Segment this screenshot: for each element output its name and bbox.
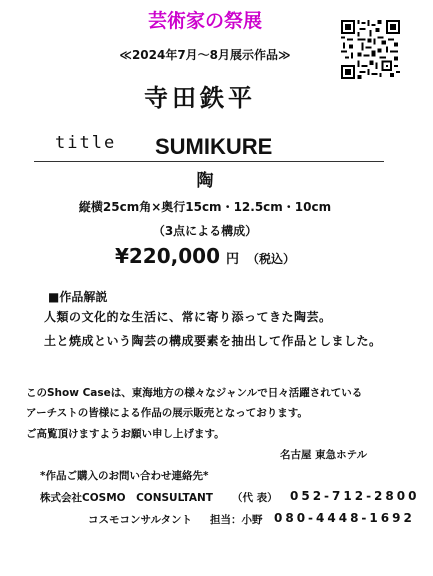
title-label: title [55, 133, 117, 153]
info-line: このShow Caseは、東海地方の様々なジャンルで日々活躍されている [26, 387, 363, 399]
contact-phone-mobile: 080-4448-1692 [274, 511, 415, 525]
exhibition-period: ≪2024年7月～8月展示作品≫ [119, 48, 291, 62]
work-dimensions: 縦横25cm角×奥行15cm・12.5cm・10cm [78, 200, 332, 214]
contact-rep-label: （代 表） [232, 492, 278, 504]
price: ¥220,000 [114, 244, 220, 268]
work-title: SUMIKURE [155, 134, 273, 159]
price-unit: 円 [225, 252, 239, 267]
set-note: （3点による構成） [152, 224, 258, 238]
title-underline [34, 161, 384, 162]
contact-company-kana: コスモコンサルタント [88, 514, 193, 526]
contact-person: 担当：小野 [210, 514, 263, 526]
description-heading: ■作品解説 [48, 290, 108, 304]
description-line: 人類の文化的な生活に、常に寄り添ってきた陶芸。 [44, 310, 332, 324]
event-title: 芸術家の祭展 [147, 10, 262, 32]
info-line: アーチストの皆様による作品の展示販売となっております。 [26, 407, 308, 419]
qr-code-icon [341, 20, 400, 79]
artist-name: 寺田鉄平 [144, 84, 256, 112]
price-row [0, 244, 410, 268]
contact-company: 株式会社COSMO CONSULTANT [40, 492, 213, 504]
work-material: 陶 [196, 171, 214, 191]
contact-phone-main: 052-712-2800 [290, 489, 420, 503]
price-tax-note: （税込） [247, 252, 296, 266]
venue: 名古屋 東急ホテル [280, 449, 368, 461]
info-line: ご高覧頂けますようお願い申し上げます。 [26, 428, 225, 440]
description-line: 土と焼成という陶芸の構成要素を抽出して作品としました。 [44, 334, 382, 348]
contact-heading: *作品ご購入のお問い合わせ連絡先* [40, 470, 209, 482]
